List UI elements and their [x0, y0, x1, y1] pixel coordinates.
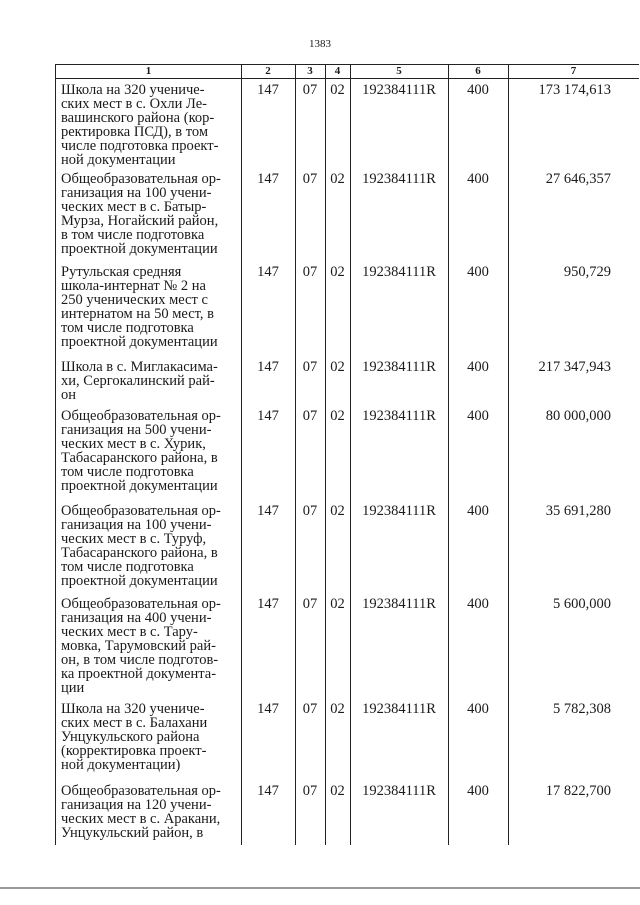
code-cell-c4: 02: [330, 264, 345, 280]
code-cell-c4: 02: [330, 783, 345, 799]
object-name-cell: Школа на 320 учениче- ских мест в с. Балахани Унцукульского района (корректировка проект- ной документации): [61, 701, 208, 773]
object-name-cell: Общеобразовательная ор- ганизация на 400 учени- ческих мест в с. Тару- мовка, Тарумовский рай- он, в том числе подготов- ка проектной документа- ции: [61, 596, 221, 696]
code-cell-c3: 07: [302, 359, 318, 375]
code-cell-c3: 07: [302, 408, 318, 424]
object-name-cell: Рутульская средняя школа-интернат № 2 на 250 ученических мест с интернатом на 50 мест, в том числе подготовка проектной документации: [61, 264, 218, 350]
code-cell-c3: 07: [302, 264, 318, 280]
page-number: 1383: [309, 38, 331, 50]
code-cell-c2: 147: [257, 596, 279, 612]
header-cell: 3: [307, 65, 313, 77]
code-cell-c4: 02: [330, 171, 345, 187]
code-cell-c6: 400: [467, 171, 489, 187]
code-cell-c6: 400: [467, 596, 489, 612]
column-divider: [508, 65, 509, 845]
header-cell: 2: [265, 65, 271, 77]
object-name-cell: Общеобразовательная ор- ганизация на 100 учени- ческих мест в с. Батыр- Мурза, Ногайский район, в том числе подготовка проектной документации: [61, 171, 221, 257]
code-cell-c4: 02: [330, 82, 345, 98]
code-cell-c6: 400: [467, 82, 489, 98]
code-cell-c5: 192384111R: [362, 82, 436, 98]
code-cell-c2: 147: [257, 359, 279, 375]
amount-cell: 950,729: [563, 264, 611, 280]
code-cell-c5: 192384111R: [362, 783, 436, 799]
code-cell-c5: 192384111R: [362, 359, 436, 375]
code-cell-c3: 07: [302, 783, 318, 799]
code-cell-c4: 02: [330, 503, 345, 519]
object-name-cell: Общеобразовательная ор- ганизация на 100 учени- ческих мест в с. Туруф, Табасаранского района, в том числе подготовка проектной документации: [61, 503, 221, 589]
header-cell: 1: [145, 65, 152, 77]
object-name-cell: Школа в с. Миглакасима- хи, Сергокалинский рай- он: [61, 359, 218, 403]
code-cell-c3: 07: [302, 171, 318, 187]
code-cell-c5: 192384111R: [362, 503, 436, 519]
code-cell-c5: 192384111R: [362, 264, 436, 280]
code-cell-c4: 02: [330, 408, 345, 424]
amount-cell: 27 646,357: [545, 171, 611, 187]
code-cell-c5: 192384111R: [362, 596, 436, 612]
object-name-cell: Школа на 320 учениче- ских мест в с. Охли Ле- вашинского района (кор- ректировка ПСД), в том числе подготовка проект- ной документации: [61, 82, 219, 168]
code-cell-c3: 07: [302, 701, 318, 717]
code-cell-c6: 400: [467, 359, 489, 375]
amount-cell: 173 174,613: [538, 82, 611, 98]
code-cell-c2: 147: [257, 171, 279, 187]
header-cell: 4: [334, 65, 341, 77]
code-cell-c5: 192384111R: [362, 701, 436, 717]
code-cell-c3: 07: [302, 82, 318, 98]
code-cell-c2: 147: [257, 783, 279, 799]
code-cell-c2: 147: [257, 503, 279, 519]
code-cell-c4: 02: [330, 596, 345, 612]
code-cell-c6: 400: [467, 783, 489, 799]
code-cell-c2: 147: [257, 82, 279, 98]
amount-cell: 5 600,000: [553, 596, 611, 612]
object-name-cell: Общеобразовательная ор- ганизация на 500 учени- ческих мест в с. Хурик, Табасаранского района, в том числе подготовка проектной документации: [61, 408, 221, 494]
code-cell-c3: 07: [302, 596, 318, 612]
code-cell-c6: 400: [467, 264, 489, 280]
code-cell-c6: 400: [467, 408, 489, 424]
code-cell-c2: 147: [257, 701, 279, 717]
amount-cell: 35 691,280: [545, 503, 611, 519]
header-cell: 6: [475, 65, 481, 77]
code-cell-c6: 400: [467, 701, 489, 717]
amount-cell: 5 782,308: [553, 701, 611, 717]
object-name-cell: Общеобразовательная ор- ганизация на 120 учени- ческих мест в с. Аракани, Унцукульский район, в: [61, 783, 221, 841]
code-cell-c3: 07: [302, 503, 318, 519]
amount-cell: 80 000,000: [545, 408, 611, 424]
header-cell: 5: [396, 65, 402, 77]
amount-cell: 217 347,943: [538, 359, 611, 375]
code-cell-c4: 02: [330, 701, 345, 717]
header-cell: 7: [570, 65, 577, 77]
budget-table: [55, 64, 639, 845]
code-cell-c2: 147: [257, 264, 279, 280]
code-cell-c5: 192384111R: [362, 171, 436, 187]
amount-cell: 17 822,700: [545, 783, 611, 799]
code-cell-c4: 02: [330, 359, 345, 375]
code-cell-c5: 192384111R: [362, 408, 436, 424]
table-header: [56, 65, 639, 79]
code-cell-c6: 400: [467, 503, 489, 519]
code-cell-c2: 147: [257, 408, 279, 424]
page-bottom-rule: [0, 887, 640, 889]
